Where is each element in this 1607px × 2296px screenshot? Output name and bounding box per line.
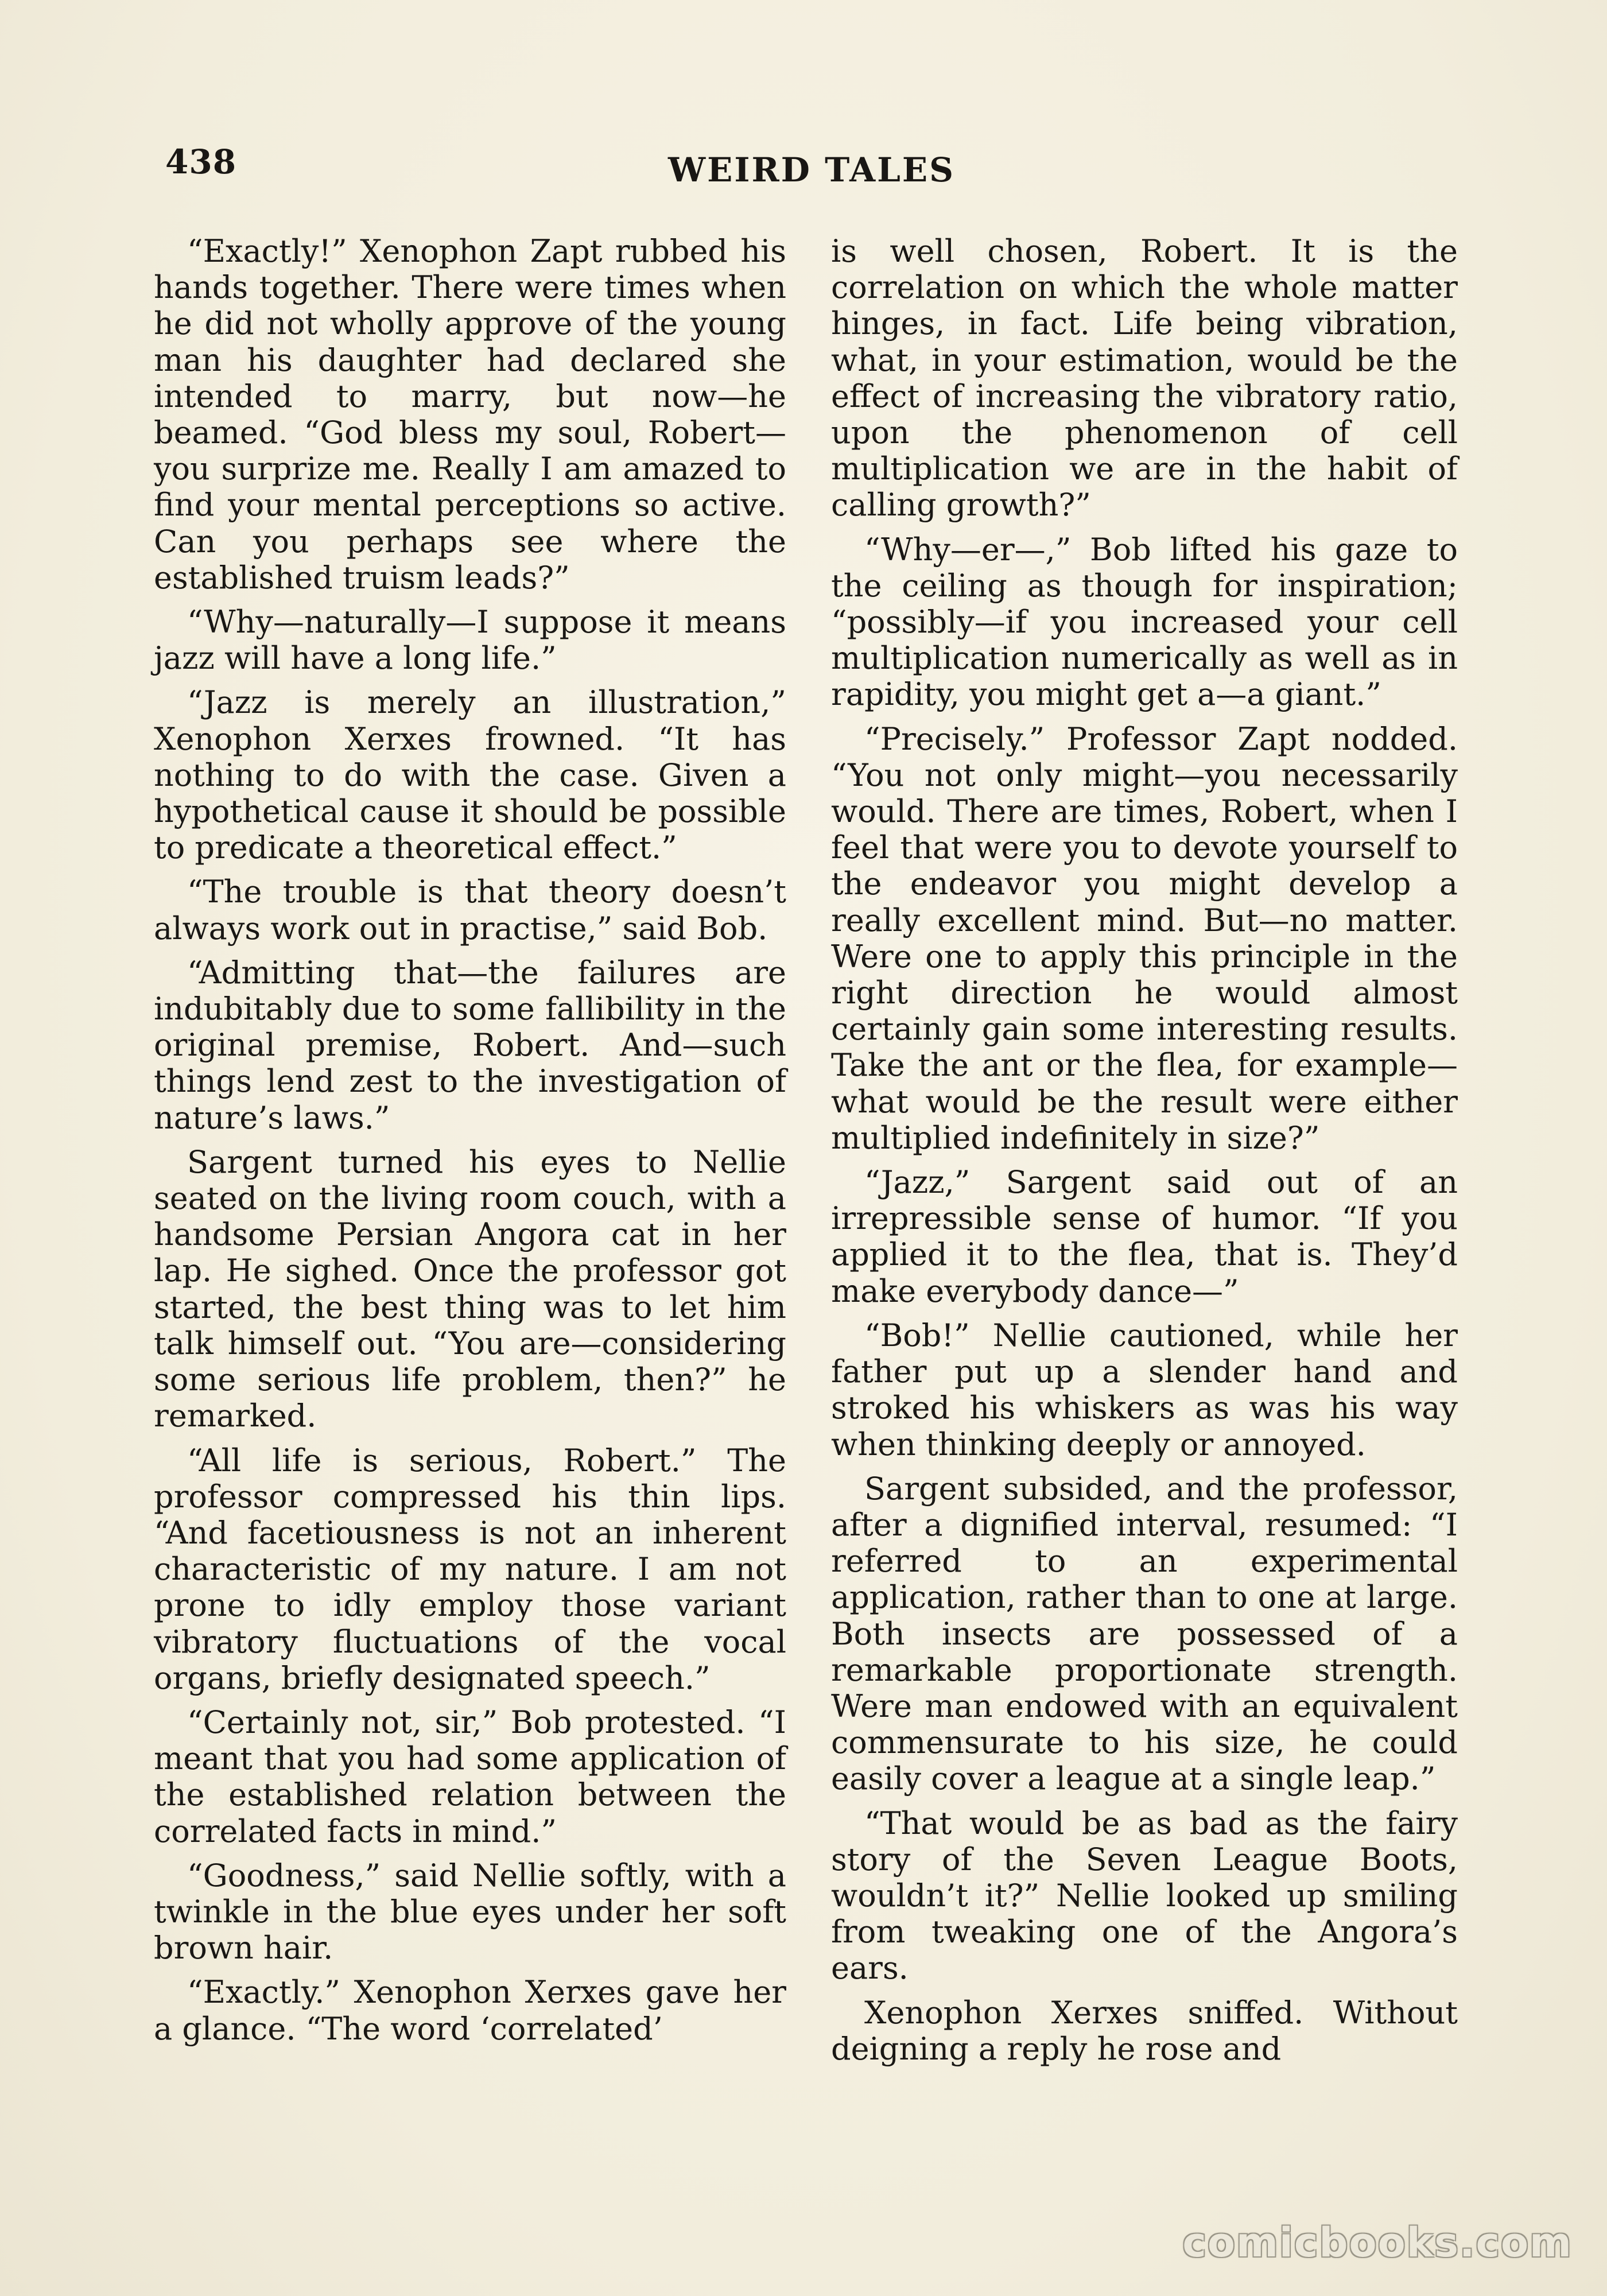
right-column [831, 233, 1458, 2075]
paragraph: “Bob!” Nellie cautioned, while her father put up a slender hand and stroked his whiskers as was his way when thinking deeply or annoyed. [831, 1317, 1458, 1463]
paragraph: is well chosen, Robert. It is the correlation on which the whole matter hinges, in fact. Life being vibration, what, in your estimation, would be the effect of increasing the vibratory ratio, upon the phenomenon of cell multiplication we are in the habit of calling growth?” [831, 233, 1458, 523]
paragraph: “That would be as bad as the fairy story of the Seven League Boots, wouldn’t it?” Nellie looked up smiling from tweaking one of the Angora’s ears. [831, 1805, 1458, 1987]
paragraph: “Exactly!” Xenophon Zapt rubbed his hands together. There were times when he did not wholly approve of the young man his daughter had declared she intended to marry, but now—he beamed. “God bless my soul, Robert—you surprize me. Really I am amazed to find your mental perceptions so active. Can you perhaps see where the established truism leads?” [154, 233, 786, 596]
paragraph: “Goodness,” said Nellie softly, with a twinkle in the blue eyes under her soft brown hair. [154, 1857, 786, 1967]
paragraph: “Jazz is merely an illustration,” Xenophon Xerxes frowned. “It has nothing to do with the case. Given a hypothetical cause it should be possible to predicate a theoretical effect.” [154, 684, 786, 866]
paragraph: “Why—er—,” Bob lifted his gaze to the ceiling as though for inspiration; “possibly—if you increased your cell multiplication numerically as well as in rapidity, you might get a—a giant.” [831, 531, 1458, 713]
paragraph: “Exactly.” Xenophon Xerxes gave her a glance. “The word ‘correlated’ [154, 1974, 786, 2047]
paragraph: “The trouble is that theory doesn’t always work out in practise,” said Bob. [154, 874, 786, 947]
paragraph: Sargent turned his eyes to Nellie seated on the living room couch, with a handsome Persian Angora cat in her lap. He sighed. Once the professor got started, the best thing was to let him talk himself out. “You are—considering some serious life problem, then?” he remarked. [154, 1143, 786, 1434]
paragraph: “Jazz,” Sargent said out of an irrepressible sense of humor. “If you applied it to the flea, that is. They’d make everybody dance—” [831, 1164, 1458, 1309]
paragraph: “All life is serious, Robert.” The professor compressed his thin lips. “And facetiousness is not an inherent characteristic of my nature. I am not prone to idly employ those variant vibratory fluctuations of the vocal organs, briefly designated speech.” [154, 1442, 786, 1696]
paragraph: Sargent subsided, and the professor, after a dignified interval, resumed: “I referred to an experimental application, rather than to one at large. Both insects are possessed of a remarkable proportionate strength. Were man endowed with an equivalent commensurate to his size, he could easily cover a league at a single leap.” [831, 1470, 1458, 1797]
paragraph: “Why—naturally—I suppose it means jazz will have a long life.” [154, 604, 786, 677]
paragraph: Xenophon Xerxes sniffed. Without deigning a reply he rose and [831, 1994, 1458, 2067]
paragraph: “Certainly not, sir,” Bob protested. “I meant that you had some application of the established relation between the correlated facts in mind.” [154, 1704, 786, 1849]
paragraph: “Precisely.” Professor Zapt nodded. “You not only might—you necessarily would. There are times, Robert, when I feel that were you to devote yourself to the endeavor you might develop a really excellent mind. But—no matter. Were one to apply this principle in the right direction he would almost certainly gain some interesting results. Take the ant or the flea, for example—what would be the result were either multiplied indefinitely in size?” [831, 720, 1458, 1156]
running-head: WEIRD TALES [668, 150, 956, 189]
page-number: 438 [165, 142, 237, 181]
paragraph: “Admitting that—the failures are indubitably due to some fallibility in the original premise, Robert. And—such things lend zest to the investigation of nature’s laws.” [154, 954, 786, 1136]
watermark: comicbooks.com [1182, 2219, 1573, 2266]
left-column [154, 233, 786, 2055]
